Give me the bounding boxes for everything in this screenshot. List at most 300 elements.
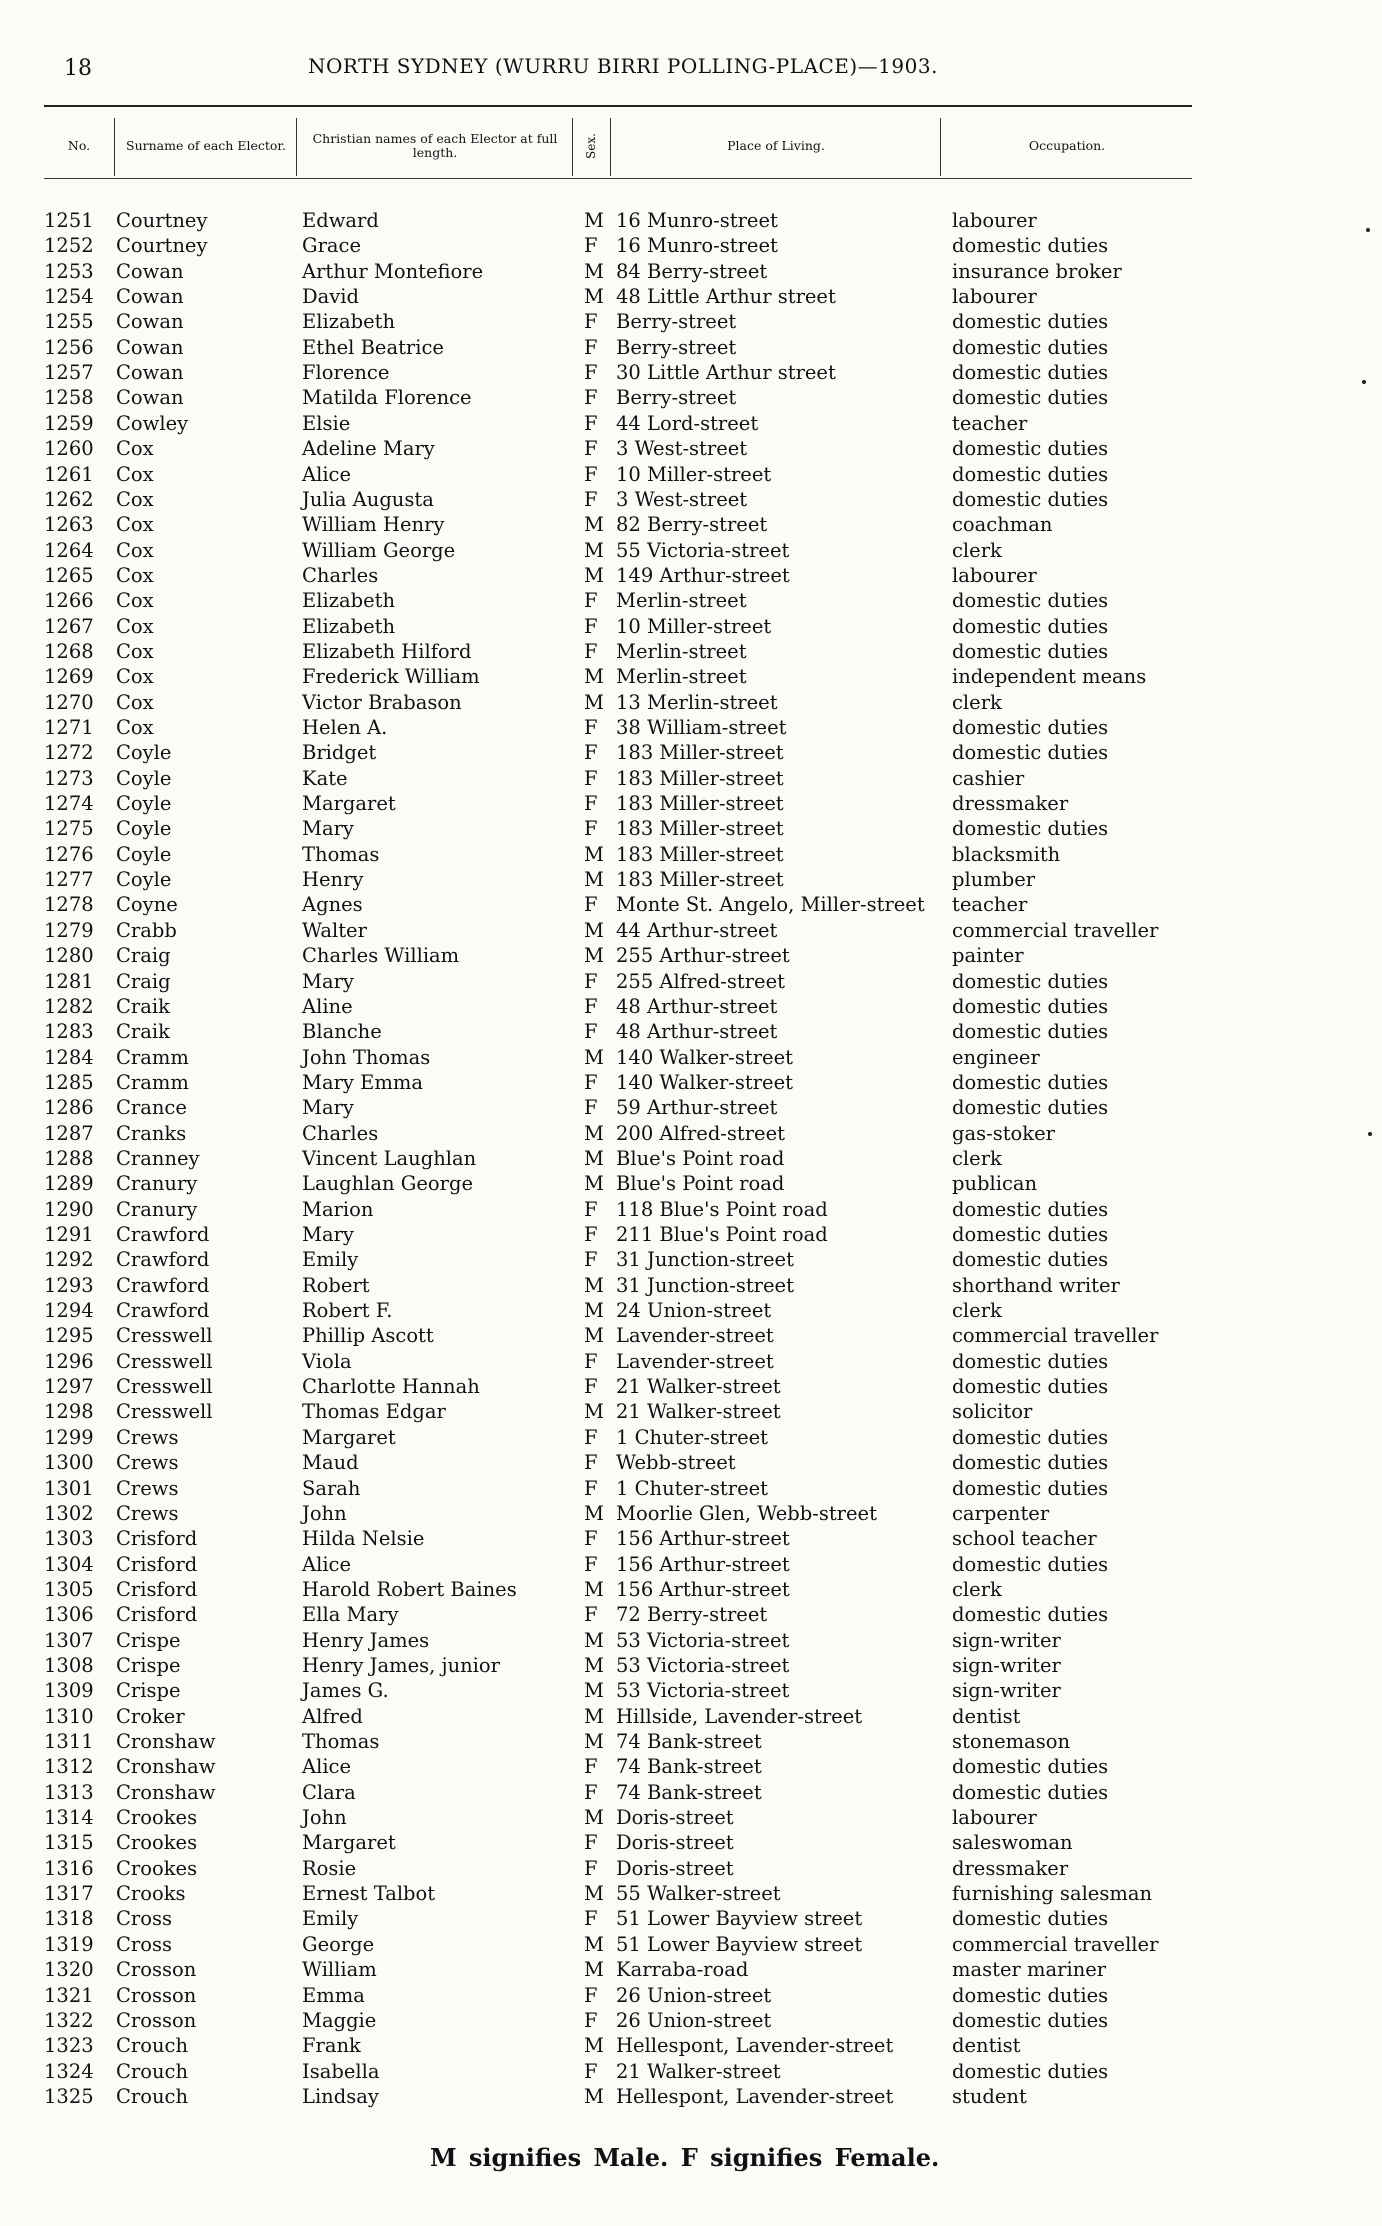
christian-names: Arthur Montefiore bbox=[302, 259, 484, 283]
elector-number: 1320 bbox=[44, 1958, 94, 1982]
christian-names: Victor Brabason bbox=[302, 690, 462, 714]
sex: F bbox=[584, 2059, 598, 2083]
table-row bbox=[0, 918, 1382, 943]
place-of-living: Merlin-street bbox=[616, 589, 747, 613]
elector-number: 1325 bbox=[44, 2084, 94, 2108]
occupation: domestic duties bbox=[952, 335, 1109, 359]
col-header-occupation: Occupation. bbox=[1028, 138, 1106, 153]
table-row bbox=[0, 1780, 1382, 1805]
sex: F bbox=[584, 1755, 598, 1779]
occupation: sign-writer bbox=[952, 1628, 1061, 1652]
table-row bbox=[0, 512, 1382, 537]
place-of-living: 44 Arthur-street bbox=[616, 918, 778, 942]
surname: Crews bbox=[116, 1425, 179, 1449]
elector-number: 1302 bbox=[44, 1501, 94, 1525]
table-row bbox=[0, 1171, 1382, 1196]
surname: Cox bbox=[116, 538, 154, 562]
christian-names: Grace bbox=[302, 234, 361, 258]
place-of-living: Moorlie Glen, Webb-street bbox=[616, 1501, 877, 1525]
table-row bbox=[0, 360, 1382, 385]
christian-names: Thomas bbox=[302, 1730, 380, 1753]
place-of-living: 255 Alfred-street bbox=[616, 969, 785, 993]
place-of-living: Merlin-street bbox=[616, 639, 747, 663]
occupation: domestic duties bbox=[952, 437, 1109, 461]
elector-number: 1312 bbox=[44, 1755, 94, 1779]
occupation: domestic duties bbox=[952, 361, 1109, 385]
christian-names: Maud bbox=[302, 1451, 359, 1475]
table-row bbox=[0, 690, 1382, 715]
place-of-living: 21 Walker-street bbox=[616, 2059, 781, 2083]
occupation: domestic duties bbox=[952, 1907, 1109, 1931]
elector-number: 1316 bbox=[44, 1856, 94, 1880]
christian-names: John bbox=[302, 1806, 347, 1830]
surname: Coyle bbox=[116, 741, 172, 765]
sex: M bbox=[584, 1577, 604, 1601]
table-row bbox=[0, 1729, 1382, 1754]
sex: F bbox=[584, 462, 598, 486]
surname: Cox bbox=[116, 462, 154, 486]
sex: F bbox=[584, 792, 598, 816]
place-of-living: Doris-street bbox=[616, 1806, 734, 1830]
place-of-living: 74 Bank-street bbox=[616, 1780, 762, 1804]
surname: Craik bbox=[116, 994, 170, 1018]
occupation: domestic duties bbox=[952, 1349, 1109, 1373]
sex: M bbox=[584, 1121, 604, 1145]
table-row bbox=[0, 1399, 1382, 1424]
sex: F bbox=[584, 1070, 598, 1094]
elector-number: 1314 bbox=[44, 1806, 94, 1830]
elector-number: 1274 bbox=[44, 792, 94, 816]
table-row bbox=[0, 2084, 1382, 2109]
surname: Crawford bbox=[116, 1223, 210, 1246]
header-rule-bottom bbox=[44, 178, 1192, 179]
surname: Cox bbox=[116, 690, 154, 714]
table-row bbox=[0, 1602, 1382, 1627]
sex: M bbox=[584, 1882, 604, 1906]
elector-number: 1294 bbox=[44, 1299, 94, 1323]
christian-names: Florence bbox=[302, 361, 390, 385]
christian-names: Margaret bbox=[302, 1425, 396, 1449]
place-of-living: 149 Arthur-street bbox=[616, 563, 790, 587]
table-row bbox=[0, 1678, 1382, 1703]
surname: Cranury bbox=[116, 1172, 198, 1196]
elector-number: 1286 bbox=[44, 1096, 94, 1120]
occupation: domestic duties bbox=[952, 817, 1109, 841]
occupation: blacksmith bbox=[952, 842, 1061, 866]
christian-names: Robert bbox=[302, 1273, 370, 1297]
sex: M bbox=[584, 1501, 604, 1525]
elector-number: 1272 bbox=[44, 741, 94, 765]
sex: F bbox=[584, 1425, 598, 1449]
sex: F bbox=[584, 487, 598, 511]
elector-number: 1307 bbox=[44, 1628, 94, 1652]
occupation: coachman bbox=[952, 513, 1053, 537]
christian-names: William Henry bbox=[302, 513, 445, 537]
place-of-living: 48 Little Arthur street bbox=[616, 285, 836, 309]
christian-names: Alice bbox=[302, 1552, 352, 1576]
occupation: insurance broker bbox=[952, 259, 1122, 283]
sex: F bbox=[584, 1248, 598, 1272]
occupation: domestic duties bbox=[952, 639, 1109, 663]
table-row bbox=[0, 1577, 1382, 1602]
surname: Cronshaw bbox=[116, 1755, 216, 1779]
sex: F bbox=[584, 1856, 598, 1880]
col-header-place: Place of Living. bbox=[727, 138, 825, 153]
sex: M bbox=[584, 842, 604, 866]
christian-names: Clara bbox=[302, 1780, 356, 1804]
place-of-living: 156 Arthur-street bbox=[616, 1527, 790, 1551]
surname: Cresswell bbox=[116, 1400, 213, 1424]
elector-number: 1298 bbox=[44, 1400, 94, 1424]
christian-names: Rosie bbox=[302, 1856, 357, 1880]
surname: Crisford bbox=[116, 1603, 198, 1627]
sex: F bbox=[584, 1552, 598, 1576]
table-row bbox=[0, 1121, 1382, 1146]
occupation: clerk bbox=[952, 1299, 1002, 1323]
occupation: commercial traveller bbox=[952, 918, 1159, 942]
place-of-living: 200 Alfred-street bbox=[616, 1121, 785, 1145]
table-row bbox=[0, 538, 1382, 563]
surname: Cox bbox=[116, 513, 154, 537]
margin-mark bbox=[1362, 380, 1366, 384]
occupation: domestic duties bbox=[952, 386, 1109, 410]
table-row bbox=[0, 1552, 1382, 1577]
occupation: domestic duties bbox=[952, 487, 1109, 511]
place-of-living: 74 Bank-street bbox=[616, 1755, 762, 1779]
christian-names: Mary bbox=[302, 817, 354, 841]
table-row bbox=[0, 639, 1382, 664]
table-row bbox=[0, 1070, 1382, 1095]
sex: M bbox=[584, 285, 604, 309]
place-of-living: 53 Victoria-street bbox=[616, 1628, 790, 1652]
elector-number: 1285 bbox=[44, 1070, 94, 1094]
occupation: student bbox=[952, 2084, 1027, 2108]
table-row bbox=[0, 791, 1382, 816]
col-divider bbox=[114, 118, 115, 176]
elector-number: 1267 bbox=[44, 614, 94, 638]
table-row bbox=[0, 892, 1382, 917]
occupation: sign-writer bbox=[952, 1653, 1061, 1677]
sex: F bbox=[584, 2008, 598, 2032]
sex: M bbox=[584, 1299, 604, 1323]
sex: F bbox=[584, 386, 598, 410]
elector-number: 1287 bbox=[44, 1121, 94, 1145]
place-of-living: Doris-street bbox=[616, 1831, 734, 1855]
surname: Crouch bbox=[116, 2084, 189, 2108]
sex: F bbox=[584, 1223, 598, 1246]
surname: Craig bbox=[116, 969, 171, 993]
surname: Cresswell bbox=[116, 1349, 213, 1373]
surname: Courtney bbox=[116, 209, 208, 232]
surname: Cox bbox=[116, 639, 154, 663]
sex: F bbox=[584, 234, 598, 258]
surname: Coyle bbox=[116, 842, 172, 866]
surname: Crisford bbox=[116, 1577, 198, 1601]
place-of-living: 53 Victoria-street bbox=[616, 1653, 790, 1677]
surname: Crisford bbox=[116, 1552, 198, 1576]
surname: Crookes bbox=[116, 1831, 198, 1855]
christian-names: Lindsay bbox=[302, 2084, 379, 2108]
place-of-living: 74 Bank-street bbox=[616, 1730, 762, 1753]
surname: Courtney bbox=[116, 234, 208, 258]
occupation: domestic duties bbox=[952, 1223, 1109, 1246]
elector-number: 1310 bbox=[44, 1704, 94, 1728]
christian-names: Ethel Beatrice bbox=[302, 335, 444, 359]
sex: F bbox=[584, 361, 598, 385]
surname: Crosson bbox=[116, 2008, 197, 2032]
occupation: sign-writer bbox=[952, 1679, 1061, 1703]
place-of-living: Merlin-street bbox=[616, 665, 747, 689]
elector-number: 1273 bbox=[44, 766, 94, 790]
christian-names: Alice bbox=[302, 462, 352, 486]
col-divider bbox=[572, 118, 573, 176]
elector-number: 1269 bbox=[44, 665, 94, 689]
table-row bbox=[0, 1628, 1382, 1653]
col-header-sex-cell bbox=[574, 116, 608, 176]
place-of-living: 10 Miller-street bbox=[616, 614, 772, 638]
elector-number: 1291 bbox=[44, 1223, 94, 1246]
surname: Crawford bbox=[116, 1273, 210, 1297]
christian-names: Elizabeth bbox=[302, 589, 396, 613]
christian-names: Elizabeth bbox=[302, 614, 396, 638]
elector-number: 1282 bbox=[44, 994, 94, 1018]
place-of-living: 26 Union-street bbox=[616, 1983, 772, 2007]
table-row bbox=[0, 2008, 1382, 2033]
elector-number: 1313 bbox=[44, 1780, 94, 1804]
elector-number: 1265 bbox=[44, 563, 94, 587]
christian-names: Laughlan George bbox=[302, 1172, 473, 1196]
place-of-living: 21 Walker-street bbox=[616, 1400, 781, 1424]
occupation: master mariner bbox=[952, 1958, 1107, 1982]
christian-names: Helen A. bbox=[302, 716, 388, 739]
christian-names: Harold Robert Baines bbox=[302, 1577, 517, 1601]
elector-number: 1259 bbox=[44, 411, 94, 435]
sex: M bbox=[584, 868, 604, 892]
place-of-living: 55 Walker-street bbox=[616, 1882, 781, 1906]
table-row bbox=[0, 766, 1382, 791]
place-of-living: 183 Miller-street bbox=[616, 842, 784, 866]
surname: Cresswell bbox=[116, 1324, 213, 1348]
christian-names: Emily bbox=[302, 1907, 359, 1931]
sex: M bbox=[584, 1806, 604, 1830]
surname: Cox bbox=[116, 614, 154, 638]
sex: F bbox=[584, 741, 598, 765]
place-of-living: 72 Berry-street bbox=[616, 1603, 768, 1627]
elector-number: 1260 bbox=[44, 437, 94, 461]
place-of-living: 1 Chuter-street bbox=[616, 1476, 769, 1500]
table-row bbox=[0, 969, 1382, 994]
table-row bbox=[0, 208, 1382, 233]
elector-number: 1270 bbox=[44, 690, 94, 714]
table-row bbox=[0, 309, 1382, 334]
christian-names: Aline bbox=[302, 994, 353, 1018]
surname: Cowan bbox=[116, 285, 184, 309]
elector-number: 1278 bbox=[44, 893, 94, 917]
elector-number: 1311 bbox=[44, 1730, 94, 1753]
christian-names: Mary bbox=[302, 1096, 354, 1120]
table-row bbox=[0, 1095, 1382, 1120]
elector-number: 1258 bbox=[44, 386, 94, 410]
occupation: labourer bbox=[952, 285, 1037, 309]
christian-names: Elizabeth bbox=[302, 310, 396, 334]
place-of-living: 255 Arthur-street bbox=[616, 944, 790, 968]
elector-number: 1262 bbox=[44, 487, 94, 511]
surname: Coyle bbox=[116, 766, 172, 790]
occupation: domestic duties bbox=[952, 1096, 1109, 1120]
place-of-living: 59 Arthur-street bbox=[616, 1096, 778, 1120]
sex: F bbox=[584, 589, 598, 613]
sex: M bbox=[584, 1045, 604, 1069]
place-of-living: Berry-street bbox=[616, 310, 737, 334]
place-of-living: 118 Blue's Point road bbox=[616, 1197, 828, 1221]
sex: F bbox=[584, 335, 598, 359]
table-row bbox=[0, 614, 1382, 639]
place-of-living: 183 Miller-street bbox=[616, 817, 784, 841]
christian-names: Hilda Nelsie bbox=[302, 1527, 425, 1551]
sex: M bbox=[584, 690, 604, 714]
occupation: independent means bbox=[952, 665, 1147, 689]
occupation: domestic duties bbox=[952, 1197, 1109, 1221]
surname: Cross bbox=[116, 1932, 172, 1956]
christian-names: Alfred bbox=[302, 1704, 363, 1728]
surname: Cox bbox=[116, 487, 154, 511]
christian-names: Walter bbox=[302, 918, 367, 942]
christian-names: Robert F. bbox=[302, 1299, 393, 1323]
surname: Cowley bbox=[116, 411, 189, 435]
elector-number: 1266 bbox=[44, 589, 94, 613]
occupation: domestic duties bbox=[952, 1476, 1109, 1500]
table-row bbox=[0, 1247, 1382, 1272]
table-row bbox=[0, 943, 1382, 968]
table-row bbox=[0, 385, 1382, 410]
surname: Crawford bbox=[116, 1299, 210, 1323]
surname: Coyle bbox=[116, 817, 172, 841]
christian-names: John bbox=[302, 1501, 347, 1525]
christian-names: Thomas Edgar bbox=[302, 1400, 446, 1424]
place-of-living: Monte St. Angelo, Miller-street bbox=[616, 893, 925, 917]
christian-names: Mary bbox=[302, 969, 354, 993]
table-row bbox=[0, 1957, 1382, 1982]
elector-number: 1271 bbox=[44, 716, 94, 739]
elector-number: 1306 bbox=[44, 1603, 94, 1627]
christian-names: Julia Augusta bbox=[302, 487, 434, 511]
sex: F bbox=[584, 411, 598, 435]
surname: Craik bbox=[116, 1020, 170, 1044]
surname: Coyle bbox=[116, 868, 172, 892]
christian-names: Mary bbox=[302, 1223, 354, 1246]
table-row bbox=[0, 2033, 1382, 2058]
occupation: domestic duties bbox=[952, 589, 1109, 613]
place-of-living: 53 Victoria-street bbox=[616, 1679, 790, 1703]
surname: Crews bbox=[116, 1501, 179, 1525]
christian-names: William George bbox=[302, 538, 456, 562]
table-row bbox=[0, 1197, 1382, 1222]
elector-number: 1255 bbox=[44, 310, 94, 334]
col-header-sex: Sex. bbox=[584, 133, 598, 159]
christian-names: Henry bbox=[302, 868, 364, 892]
surname: Cox bbox=[116, 716, 154, 739]
place-of-living: Webb-street bbox=[616, 1451, 736, 1475]
place-of-living: 48 Arthur-street bbox=[616, 1020, 778, 1044]
place-of-living: 183 Miller-street bbox=[616, 792, 784, 816]
occupation: teacher bbox=[952, 411, 1028, 435]
surname: Crispe bbox=[116, 1653, 181, 1677]
elector-number: 1292 bbox=[44, 1248, 94, 1272]
sex-legend: M signifies Male. F signifies Female. bbox=[430, 2143, 940, 2172]
occupation: dressmaker bbox=[952, 1856, 1069, 1880]
table-row bbox=[0, 1349, 1382, 1374]
elector-number: 1321 bbox=[44, 1983, 94, 2007]
christian-names: Vincent Laughlan bbox=[302, 1146, 477, 1170]
table-row bbox=[0, 1805, 1382, 1830]
table-row bbox=[0, 588, 1382, 613]
elector-number: 1257 bbox=[44, 361, 94, 385]
table-row bbox=[0, 816, 1382, 841]
sex: F bbox=[584, 310, 598, 334]
elector-number: 1322 bbox=[44, 2008, 94, 2032]
sex: F bbox=[584, 1197, 598, 1221]
place-of-living: 211 Blue's Point road bbox=[616, 1223, 828, 1246]
table-row bbox=[0, 259, 1382, 284]
sex: M bbox=[584, 209, 604, 232]
occupation: domestic duties bbox=[952, 969, 1109, 993]
table-row bbox=[0, 1450, 1382, 1475]
elector-number: 1297 bbox=[44, 1375, 94, 1399]
table-row bbox=[0, 1476, 1382, 1501]
occupation: domestic duties bbox=[952, 1070, 1109, 1094]
table-row bbox=[0, 715, 1382, 740]
sex: M bbox=[584, 513, 604, 537]
sex: F bbox=[584, 1907, 598, 1931]
elector-number: 1256 bbox=[44, 335, 94, 359]
surname: Cox bbox=[116, 665, 154, 689]
table-row bbox=[0, 1323, 1382, 1348]
christian-names: Charles William bbox=[302, 944, 460, 968]
surname: Crance bbox=[116, 1096, 187, 1120]
place-of-living: 31 Junction-street bbox=[616, 1248, 794, 1272]
place-of-living: 38 William-street bbox=[616, 716, 787, 739]
sex: F bbox=[584, 969, 598, 993]
christian-names: George bbox=[302, 1932, 375, 1956]
place-of-living: Blue's Point road bbox=[616, 1172, 785, 1196]
table-row bbox=[0, 1830, 1382, 1855]
place-of-living: 140 Walker-street bbox=[616, 1070, 793, 1094]
place-of-living: 51 Lower Bayview street bbox=[616, 1932, 863, 1956]
surname: Crouch bbox=[116, 2059, 189, 2083]
christian-names: Kate bbox=[302, 766, 348, 790]
sex: M bbox=[584, 1932, 604, 1956]
sex: M bbox=[584, 1146, 604, 1170]
surname: Crosson bbox=[116, 1958, 197, 1982]
place-of-living: 13 Merlin-street bbox=[616, 690, 778, 714]
christian-names: James G. bbox=[302, 1679, 389, 1703]
elector-number: 1261 bbox=[44, 462, 94, 486]
occupation: domestic duties bbox=[952, 1451, 1109, 1475]
elector-number: 1289 bbox=[44, 1172, 94, 1196]
sex: F bbox=[584, 639, 598, 663]
place-of-living: 48 Arthur-street bbox=[616, 994, 778, 1018]
surname: Crispe bbox=[116, 1679, 181, 1703]
surname: Cronshaw bbox=[116, 1730, 216, 1753]
occupation: gas-stoker bbox=[952, 1121, 1055, 1145]
occupation: labourer bbox=[952, 563, 1037, 587]
place-of-living: 16 Munro-street bbox=[616, 234, 778, 258]
sex: F bbox=[584, 893, 598, 917]
elector-number: 1253 bbox=[44, 259, 94, 283]
occupation: solicitor bbox=[952, 1400, 1033, 1424]
surname: Crisford bbox=[116, 1527, 198, 1551]
sex: M bbox=[584, 1704, 604, 1728]
